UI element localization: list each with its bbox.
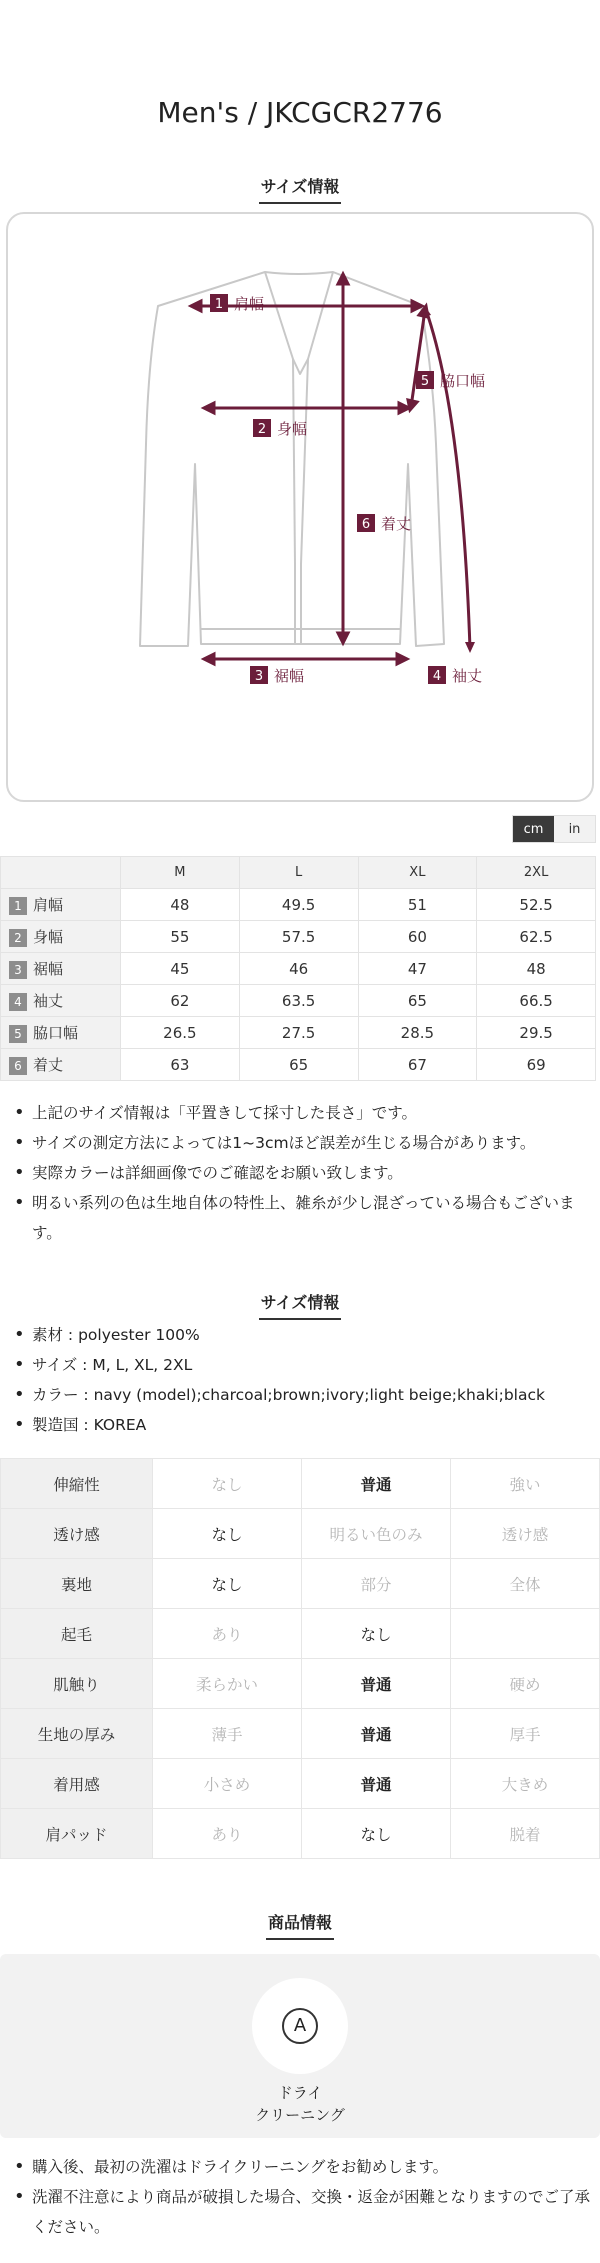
table-row xyxy=(1,1459,600,1509)
size-section-title: サイズ情報 xyxy=(0,174,600,204)
spec-option: 柔らかい xyxy=(153,1659,302,1709)
cardigan-diagram xyxy=(8,214,596,804)
table-cell: 46 xyxy=(239,953,358,985)
row-label: 3 裾幅 xyxy=(1,953,121,985)
spec-option: 明るい色のみ xyxy=(302,1509,451,1559)
table-cell: 60 xyxy=(358,921,477,953)
list-item: • 洗濯不注意により商品が破損した場合、交換・返金が困難となりますのでご了承ください。 xyxy=(12,2182,592,2242)
spec-option: なし xyxy=(302,1609,451,1659)
spec-option: 脱着 xyxy=(451,1809,600,1859)
table-cell: 51 xyxy=(358,889,477,921)
care-notes xyxy=(12,2152,592,2242)
table-cell: 26.5 xyxy=(121,1017,240,1049)
spec-option: 硬め xyxy=(451,1659,600,1709)
table-cell: 55 xyxy=(121,921,240,953)
size-col-m: M xyxy=(121,857,240,889)
table-cell: 45 xyxy=(121,953,240,985)
list-item: • 上記のサイズ情報は「平置きして採寸した長さ」です。 xyxy=(12,1098,592,1128)
table-cell: 47 xyxy=(358,953,477,985)
svg-text:4: 4 xyxy=(432,669,442,684)
spec-option xyxy=(451,1609,600,1659)
svg-text:脇口幅: 脇口幅 xyxy=(440,372,486,390)
spec-option: 全体 xyxy=(451,1559,600,1609)
product-title: Men's / JKCGCR2776 xyxy=(157,96,443,129)
table-cell: 62.5 xyxy=(477,921,596,953)
spec-label: 肩パッド xyxy=(1,1809,153,1859)
row-label: 2 身幅 xyxy=(1,921,121,953)
row-label: 1 肩幅 xyxy=(1,889,121,921)
armhole-line xyxy=(411,310,425,407)
table-cell: 52.5 xyxy=(477,889,596,921)
measure-lines xyxy=(191,274,428,664)
spec-option: 普通 xyxy=(302,1459,451,1509)
spec-label: 生地の厚み xyxy=(1,1709,153,1759)
spec-label: 肌触り xyxy=(1,1659,153,1709)
size-col-2xl: 2XL xyxy=(477,857,596,889)
table-cell: 48 xyxy=(477,953,596,985)
spec-label: 伸縮性 xyxy=(1,1459,153,1509)
spec-option: 薄手 xyxy=(153,1709,302,1759)
list-item: • カラー : navy (model);charcoal;brown;ivory;light beige;khaki;black xyxy=(12,1380,592,1410)
table-row xyxy=(1,1809,600,1859)
cardigan-outline xyxy=(140,272,444,646)
size-col-l: L xyxy=(239,857,358,889)
spec-option: 普通 xyxy=(302,1659,451,1709)
svg-text:3: 3 xyxy=(254,669,264,684)
size-col-xl: XL xyxy=(358,857,477,889)
table-cell: 67 xyxy=(358,1049,477,1081)
spec-option: なし xyxy=(302,1809,451,1859)
size-diagram xyxy=(6,212,594,802)
table-cell: 49.5 xyxy=(239,889,358,921)
spec-option: なし xyxy=(153,1559,302,1609)
table-row xyxy=(1,1659,600,1709)
care-label: ドライ クリーニング xyxy=(255,2084,345,2124)
row-label: 6 着丈 xyxy=(1,1049,121,1081)
spec-option: なし xyxy=(153,1459,302,1509)
spec-option: あり xyxy=(153,1609,302,1659)
svg-text:6: 6 xyxy=(361,517,371,532)
table-row xyxy=(1,1559,600,1609)
table-row xyxy=(1,921,596,953)
spec-option: あり xyxy=(153,1809,302,1859)
unit-cm-button[interactable]: cm xyxy=(513,816,554,842)
care-icon-circle xyxy=(252,1978,348,2074)
table-cell: 65 xyxy=(239,1049,358,1081)
spec-option: なし xyxy=(153,1509,302,1559)
spec-option: 普通 xyxy=(302,1709,451,1759)
row-label: 5 脇口幅 xyxy=(1,1017,121,1049)
list-item: • 明るい系列の色は生地自体の特性上、雑糸が少し混ざっている場合もございます。 xyxy=(12,1188,592,1248)
spec-label: 着用感 xyxy=(1,1759,153,1809)
svg-text:肩幅: 肩幅 xyxy=(234,295,265,313)
svg-text:身幅: 身幅 xyxy=(277,420,308,438)
spec-option: 強い xyxy=(451,1459,600,1509)
size-table-corner xyxy=(1,857,121,889)
svg-text:着丈: 着丈 xyxy=(381,515,412,533)
list-item: • 製造国 : KOREA xyxy=(12,1410,592,1440)
unit-toggle[interactable] xyxy=(512,815,596,843)
list-item: • サイズ : M, L, XL, 2XL xyxy=(12,1350,592,1380)
spec-option: 透け感 xyxy=(451,1509,600,1559)
table-row xyxy=(1,1709,600,1759)
table-cell: 28.5 xyxy=(358,1017,477,1049)
spec-option: 厚手 xyxy=(451,1709,600,1759)
svg-text:袖丈: 袖丈 xyxy=(452,667,483,685)
spec-option: 部分 xyxy=(302,1559,451,1609)
spec-option: 小さめ xyxy=(153,1759,302,1809)
size-table-header xyxy=(1,857,596,889)
table-row xyxy=(1,1509,600,1559)
list-item: • 素材 : polyester 100% xyxy=(12,1320,592,1350)
table-row xyxy=(1,1759,600,1809)
spec-label: 裏地 xyxy=(1,1559,153,1609)
spec-option: 普通 xyxy=(302,1759,451,1809)
table-cell: 66.5 xyxy=(477,985,596,1017)
spec-option: 大きめ xyxy=(451,1759,600,1809)
table-cell: 29.5 xyxy=(477,1017,596,1049)
care-box xyxy=(0,1954,600,2138)
row-label: 4 袖丈 xyxy=(1,985,121,1017)
list-item: • サイズの測定方法によっては1~3cmほど誤差が生じる場合があります。 xyxy=(12,1128,592,1158)
spec-label: 透け感 xyxy=(1,1509,153,1559)
svg-text:2: 2 xyxy=(257,422,267,437)
unit-in-button[interactable]: in xyxy=(554,816,595,842)
spec-section-title: サイズ情報 xyxy=(0,1290,600,1320)
table-cell: 27.5 xyxy=(239,1017,358,1049)
table-cell: 62 xyxy=(121,985,240,1017)
table-cell: 69 xyxy=(477,1049,596,1081)
table-cell: 48 xyxy=(121,889,240,921)
list-item: • 実際カラーは詳細画像でのご確認をお願い致します。 xyxy=(12,1158,592,1188)
list-item: • 購入後、最初の洗濯はドライクリーニングをお勧めします。 xyxy=(12,2152,592,2182)
table-row xyxy=(1,1017,596,1049)
size-table xyxy=(0,856,596,1081)
product-info-title: 商品情報 xyxy=(0,1910,600,1940)
svg-text:1: 1 xyxy=(214,297,224,312)
size-notes xyxy=(12,1098,592,1248)
spec-list xyxy=(12,1320,592,1440)
table-row xyxy=(1,1049,596,1081)
dry-clean-icon: A xyxy=(282,2008,318,2044)
sleeve-line xyxy=(426,310,470,649)
table-cell: 57.5 xyxy=(239,921,358,953)
svg-text:裾幅: 裾幅 xyxy=(274,667,305,685)
table-row xyxy=(1,1609,600,1659)
table-row xyxy=(1,953,596,985)
table-cell: 63.5 xyxy=(239,985,358,1017)
svg-text:5: 5 xyxy=(420,374,430,389)
table-row xyxy=(1,889,596,921)
table-cell: 65 xyxy=(358,985,477,1017)
fabric-spec-table xyxy=(0,1458,600,1859)
table-row xyxy=(1,985,596,1017)
spec-label: 起毛 xyxy=(1,1609,153,1659)
table-cell: 63 xyxy=(121,1049,240,1081)
